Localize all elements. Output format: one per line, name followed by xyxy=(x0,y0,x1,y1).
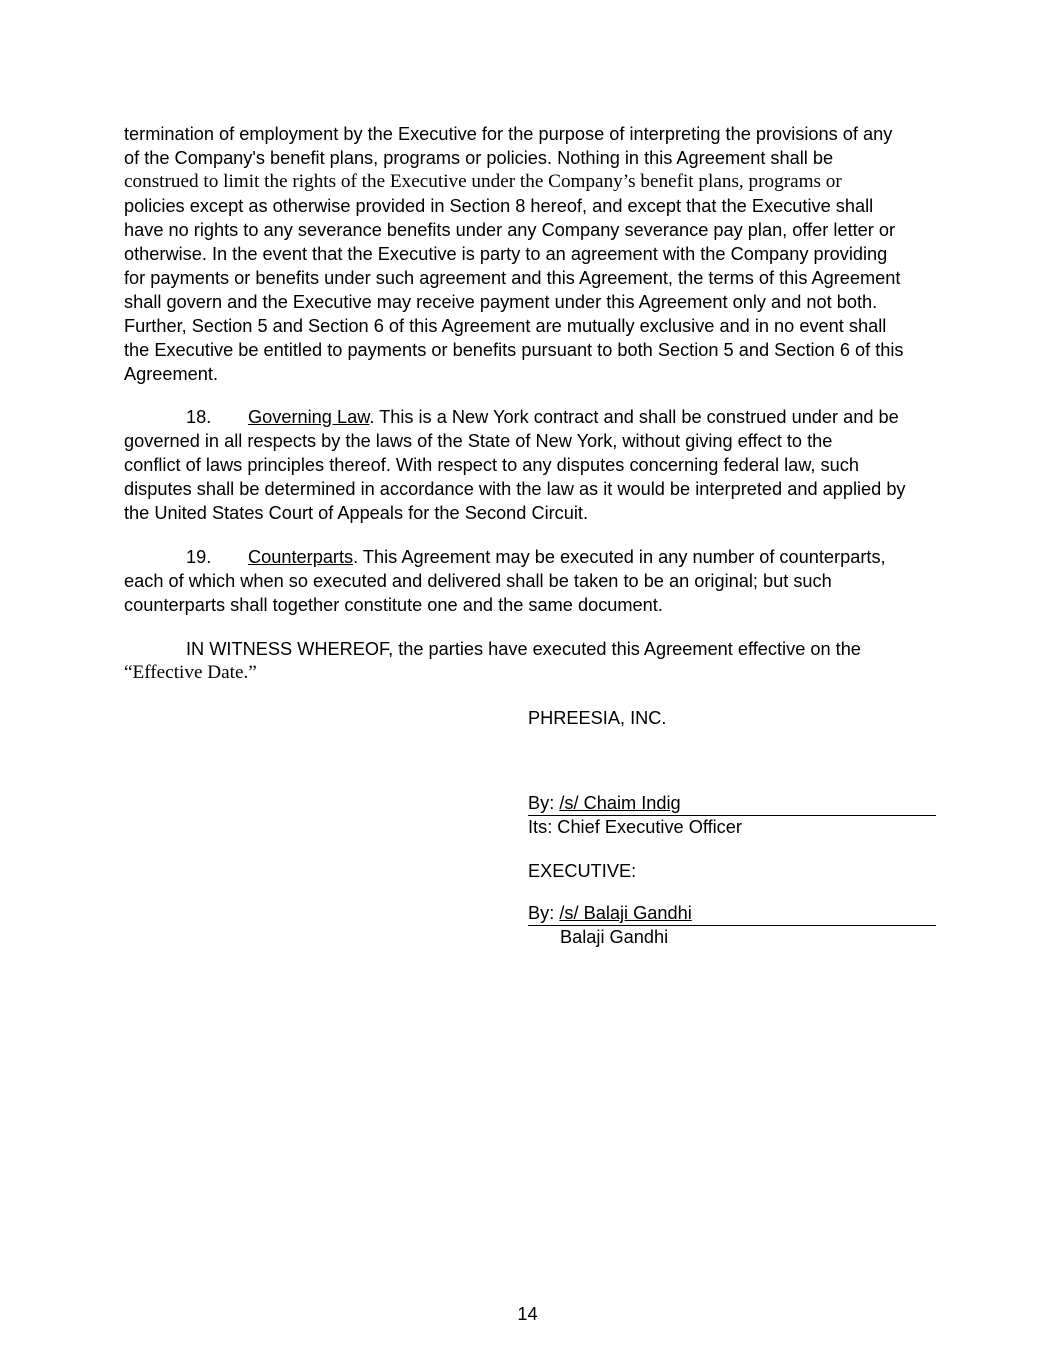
section-18-governing-law xyxy=(124,405,929,525)
company-its: Its: Chief Executive Officer xyxy=(528,817,742,837)
by-label: By: xyxy=(528,793,560,813)
paragraph-line: for payments or benefits under such agreement and this Agreement, the terms of this Agreement xyxy=(124,268,901,288)
company-signature: /s/ Chaim Indig xyxy=(559,793,681,813)
continuation-paragraph xyxy=(124,122,929,386)
paragraph-line: Further, Section 5 and Section 6 of this Agreement are mutually exclusive and in no event shall xyxy=(124,316,887,336)
paragraph-line: “Effective Date.” xyxy=(124,662,257,683)
company-signature-line xyxy=(528,791,936,816)
paragraph-line: each of which when so executed and delivered shall be taken to be an original; but such xyxy=(124,571,832,591)
section-number: 18. xyxy=(186,407,212,427)
paragraph-line: disputes shall be determined in accordance with the law as it would be interpreted and applied by xyxy=(124,479,906,499)
section-19-first-line xyxy=(124,545,929,569)
by-label: By: xyxy=(528,903,560,923)
executive-name: Balaji Gandhi xyxy=(560,927,669,947)
section-heading: Counterparts xyxy=(248,547,354,567)
paragraph-line: counterparts shall together constitute one and the same document. xyxy=(124,595,663,615)
section-heading: Governing Law xyxy=(248,407,370,427)
section-19-counterparts xyxy=(124,545,929,617)
paragraph-line: the United States Court of Appeals for the Second Circuit. xyxy=(124,503,589,523)
paragraph-line: of the Company's benefit plans, programs or policies. Nothing in this Agreement shall be xyxy=(124,148,834,168)
section-text: . This is a New York contract and shall be construed under and be xyxy=(369,407,899,427)
paragraph-line: governed in all respects by the laws of the State of New York, without giving effect to the xyxy=(124,431,833,451)
executive-signature: /s/ Balaji Gandhi xyxy=(559,903,692,923)
paragraph-line: conflict of laws principles thereof. With respect to any disputes concerning federal law, such xyxy=(124,455,859,475)
section-number: 19. xyxy=(186,547,212,567)
executive-label: EXECUTIVE: xyxy=(528,861,637,881)
paragraph-line: shall govern and the Executive may receive payment under this Agreement only and not both. xyxy=(124,292,878,312)
witness-paragraph xyxy=(124,637,929,685)
section-18-first-line xyxy=(124,405,929,429)
paragraph-line: otherwise. In the event that the Executive is party to an agreement with the Company providing xyxy=(124,244,888,264)
paragraph-line: have no rights to any severance benefits under any Company severance pay plan, offer letter or xyxy=(124,220,896,240)
paragraph-line: Agreement. xyxy=(124,364,219,384)
paragraph-line: construed to limit the rights of the Executive under the Company’s benefit plans, programs or xyxy=(124,171,842,192)
executive-signature-line xyxy=(528,901,936,926)
paragraph-line: the Executive be entitled to payments or benefits pursuant to both Section 5 and Section 6 of this xyxy=(124,340,904,360)
section-text: . This Agreement may be executed in any number of counterparts, xyxy=(353,547,886,567)
page-number: 14 xyxy=(517,1304,538,1324)
paragraph-line: termination of employment by the Executive for the purpose of interpreting the provisions of any xyxy=(124,124,893,144)
paragraph-line: policies except as otherwise provided in Section 8 hereof, and except that the Executive shall xyxy=(124,196,874,216)
company-name: PHREESIA, INC. xyxy=(528,708,667,728)
paragraph-line: IN WITNESS WHEREOF, the parties have executed this Agreement effective on the xyxy=(186,639,861,659)
